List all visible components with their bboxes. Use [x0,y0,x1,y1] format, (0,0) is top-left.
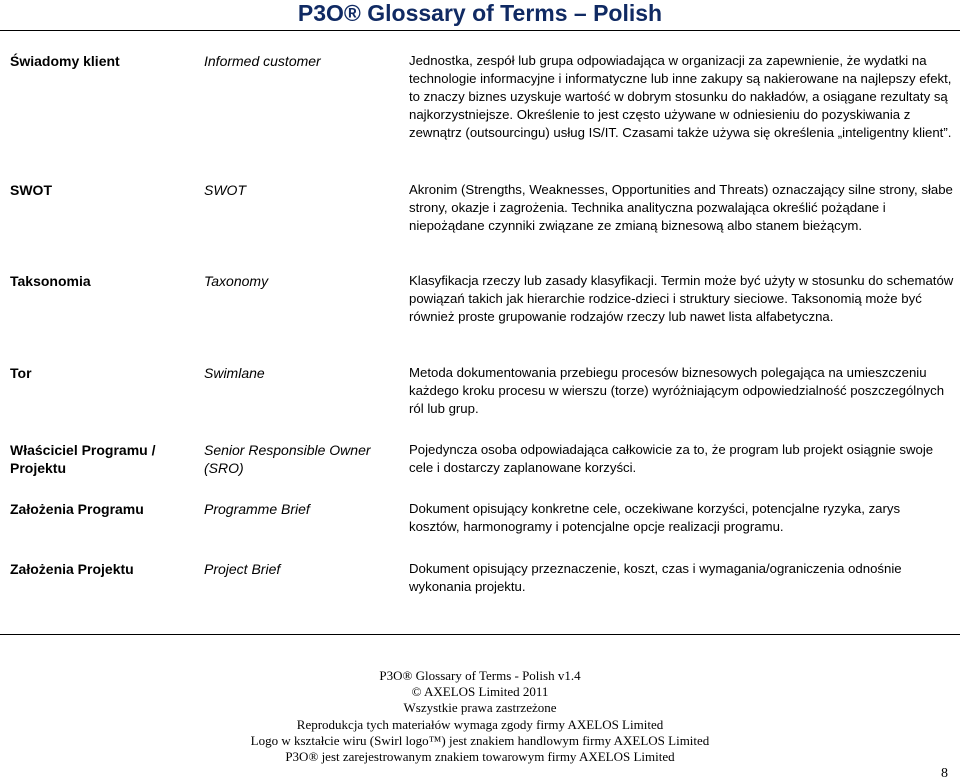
footer [0,668,960,765]
footer-rule [0,634,960,635]
term-definition: Dokument opisujący przeznaczenie, koszt, czas i wymagania/ograniczenia odnośnie wykonania projektu. [409,561,902,594]
term-english: Project Brief [204,561,281,577]
footer-version: P3O® Glossary of Terms - Polish v1.4 [379,668,581,683]
term-english: Programme Brief [204,501,310,517]
term-definition: Metoda dokumentowania przebiegu procesów biznesowych polegająca na umieszczeniu każdego kroku procesu w wierszu (torze) wyróżniającym odpowiedzialność poszczególnych ról lub grup. [409,365,945,416]
term-definition: Akronim (Strengths, Weaknesses, Opportunities and Threats) oznaczający silne strony, słabe strony, okazje i zagrożenia. Technika analityczna pozwalająca określić pożądane i niepożądane czynniki związane ze zmianą biznesową albo stanem bieżącym. [409,182,953,233]
term-polish: Założenia Projektu [10,561,134,577]
footer-reproduction: Reprodukcja tych materiałów wymaga zgody firmy AXELOS Limited [296,716,664,732]
term-definition: Klasyfikacja rzeczy lub zasady klasyfikacji. Termin może być użyty w stosunku do schematów powiązań takich jak hierarchie rodzice-dzieci i struktury sieciowe. Taksonomią może być również proste grupowanie rodzajów rzeczy lub nawet lista alfabetyczna. [409,273,954,324]
term-english: Informed customer [204,53,321,69]
term-polish: Założenia Programu [10,501,144,517]
term-english: Senior Responsible Owner (SRO) [204,442,371,476]
term-english: Taxonomy [204,273,269,289]
term-definition: Dokument opisujący konkretne cele, oczekiwane korzyści, potencjalne ryzyka, zarys kosztów, harmonogramy i potencjalne opcje realizacji programu. [409,501,901,534]
footer-trademark: Logo w kształcie wiru (Swirl logo™) jest znakiem handlowym firmy AXELOS Limited [250,732,710,748]
term-polish: Taksonomia [10,273,91,289]
term-english: SWOT [204,182,246,198]
footer-copyright: © AXELOS Limited 2011 [411,684,549,700]
footer-registered: P3O® jest zarejestrowanym znakiem towarowym firmy AXELOS Limited [285,749,675,765]
page-title: P3O® Glossary of Terms – Polish [297,0,663,26]
page-number: 8 [941,766,948,781]
header-rule [0,30,960,31]
term-polish: Tor [10,365,32,381]
term-definition: Pojedyncza osoba odpowiadająca całkowicie za to, że program lub projekt osiągnie swoje cele i dostarczy zaplanowane korzyści. [409,442,934,475]
term-definition: Jednostka, zespół lub grupa odpowiadająca w organizacji za zapewnienie, że wydatki na technologie informacyjne i informatyczne lub inne zakupy są nakierowane na najlepszy efekt, to znaczy biznes uzyskuje wartość w dobrym stosunku do nakładów, a osiągane rezultaty są najkorzystniejsze. Określenie to jest często używane w odniesieniu do pozyskiwania z zewnątrz (outsourcingu) usług IS/IT. Czasami także używa się określenia „inteligentny klient”. [409,53,952,140]
term-english: Swimlane [204,365,265,381]
term-polish: Właściciel Programu / Projektu [10,442,156,476]
footer-rights: Wszystkie prawa zastrzeżone [403,700,557,716]
term-polish: Świadomy klient [10,53,120,69]
term-polish: SWOT [10,182,52,198]
